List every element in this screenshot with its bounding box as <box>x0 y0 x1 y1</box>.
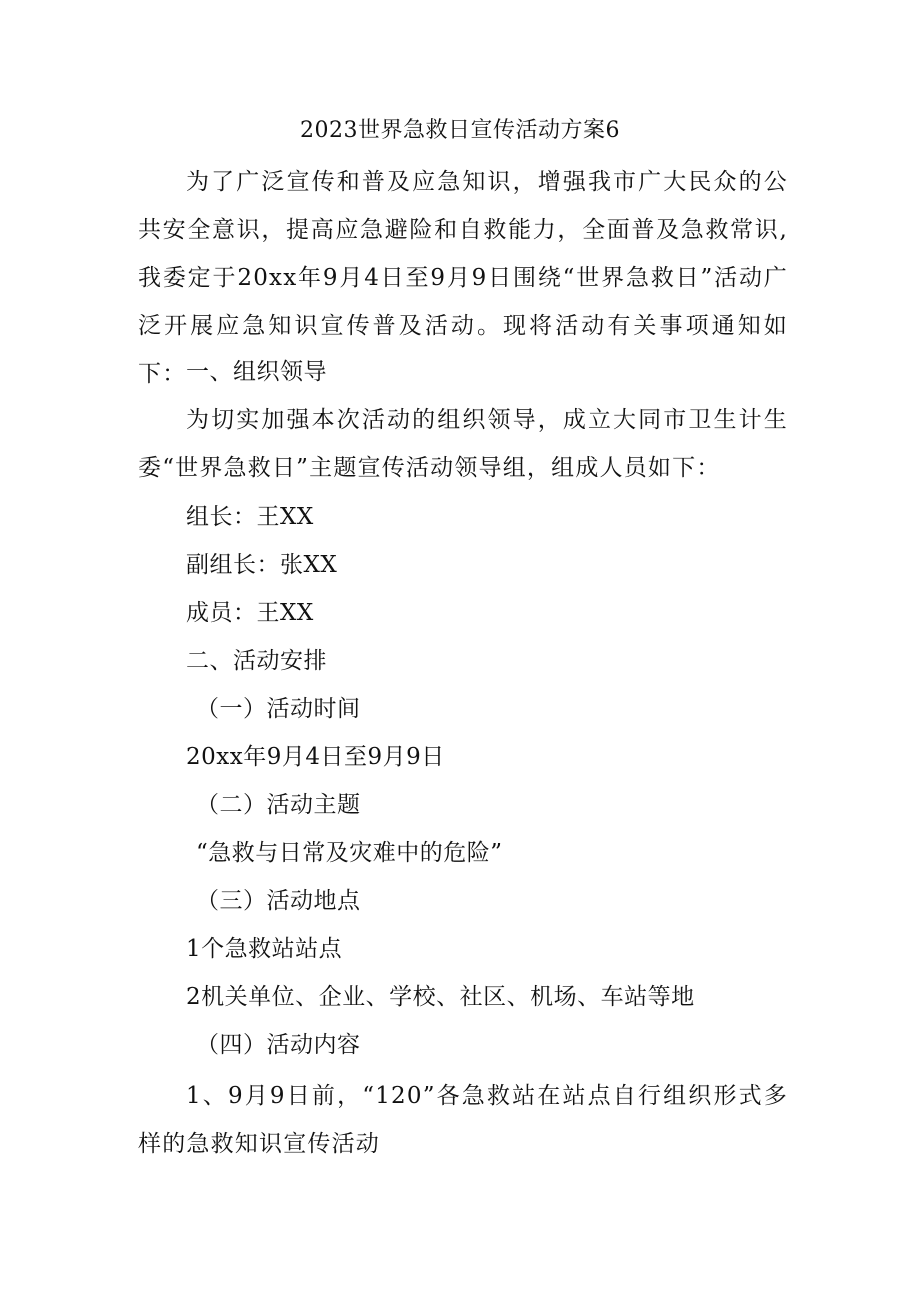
section2-heading: 二、活动安排 <box>186 648 327 674</box>
time-value: 20xx年9月4日至9月9日 <box>186 744 445 770</box>
place-heading: （三）活动地点 <box>196 888 361 914</box>
leader-line: 组长：王XX <box>186 504 314 530</box>
time-heading: （一）活动时间 <box>196 696 361 722</box>
theme-value: “急救与日常及灾难中的危险” <box>196 840 503 866</box>
place-item-2: 2机关单位、企业、学校、社区、机场、车站等地 <box>186 984 695 1010</box>
intro-paragraph: 为了广泛宣传和普及应急知识，增强我市广大民众的公共安全意识，提高应急避险和自救能力，全面普及急救常识,我委定于20xx年9月4日至9月9日围绕“世界急救日”活动广泛开展应急知识宣传普及活动。现将活动有关事项通知如下： <box>138 169 788 387</box>
member-line: 成员：王XX <box>186 600 314 626</box>
deputy-line: 副组长：张XX <box>186 552 338 578</box>
section1-body: 为切实加强本次活动的组织领导，成立大同市卫生计生委“世界急救日”主题宣传活动领导组，组成人员如下： <box>138 407 788 481</box>
content-heading: （四）活动内容 <box>196 1032 361 1058</box>
place-item-1: 1个急救站站点 <box>186 936 343 962</box>
content-item-1: 1、9月9日前，“120”各急救站在站点自行组织形式多样的急救知识宣传活动 <box>138 1083 788 1157</box>
theme-heading: （二）活动主题 <box>196 792 361 818</box>
document-title: 2023世界急救日宣传活动方案6 <box>300 118 620 143</box>
section1-heading: 一、组织领导 <box>186 359 327 385</box>
